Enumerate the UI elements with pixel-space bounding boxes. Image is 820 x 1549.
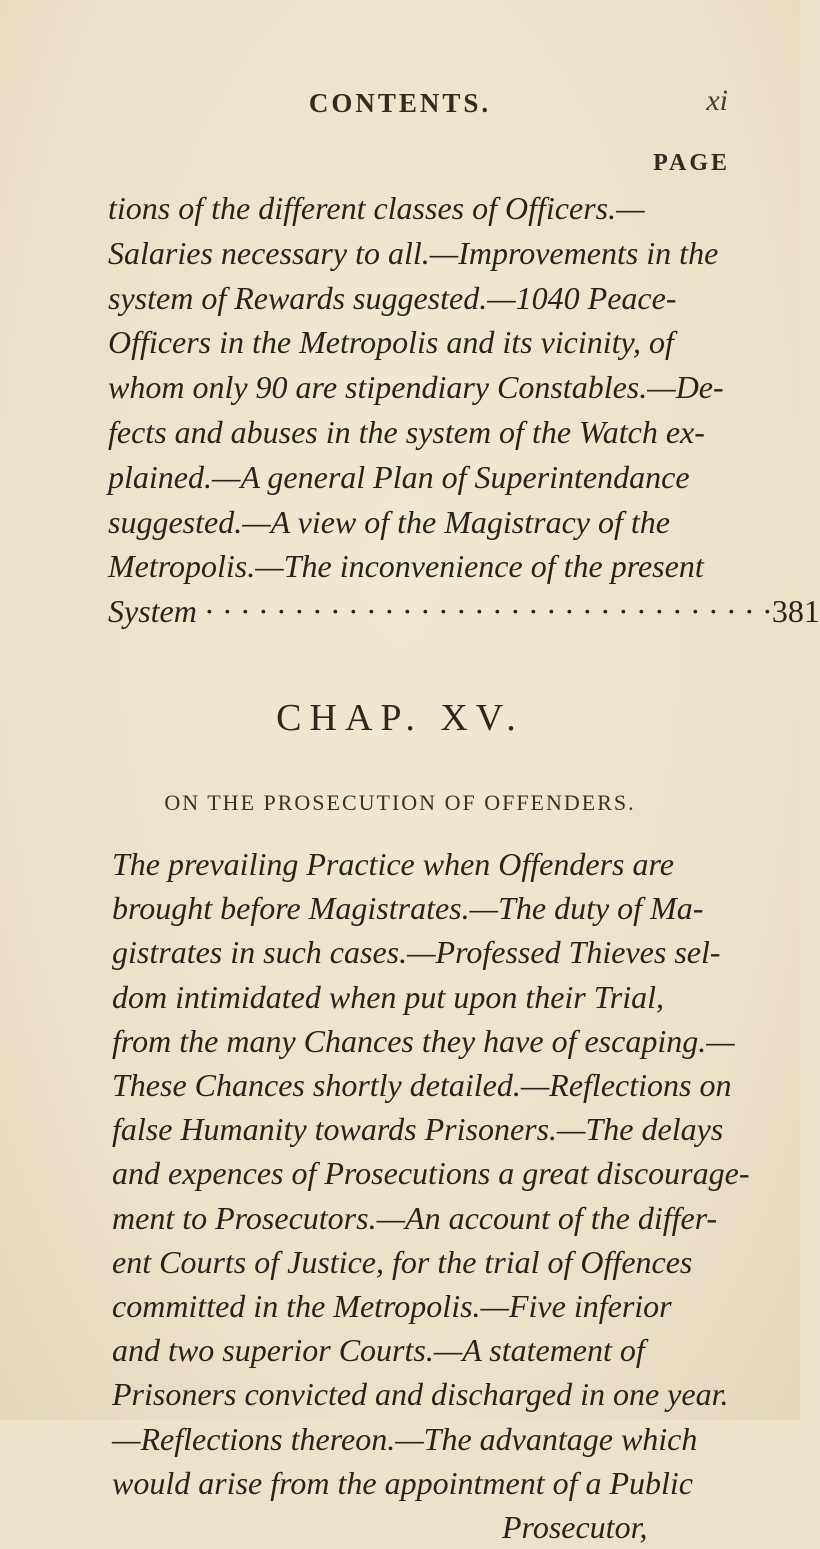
summary-line: from the many Chances they have of escaping.—: [112, 1022, 735, 1059]
summary-line: ment to Prosecutors.—An account of the differ-: [112, 1199, 718, 1236]
summary-line: committed in the Metropolis.—Five inferior: [112, 1288, 672, 1325]
leader-dots: · · · · · · · · · · · · · · · · · · · · · · · · · · · · · · · ·: [204, 593, 772, 630]
running-title: CONTENTS.: [308, 88, 492, 118]
entry-line: Metropolis.—The inconvenience of the present: [108, 548, 704, 585]
summary-line: would arise from the appointment of a Public: [112, 1464, 693, 1501]
summary-line: and two superior Courts.—A statement of: [112, 1332, 645, 1369]
summary-line: —Reflections thereon.—The advantage which: [112, 1420, 698, 1457]
entry-last-line: [108, 589, 820, 634]
summary-line: The prevailing Practice when Offenders are: [112, 846, 674, 882]
entry-line: Salaries necessary to all.—Improvements in the: [108, 234, 719, 271]
summary-line: gistrates in such cases.—Professed Thieves sel-: [112, 934, 721, 971]
summary-line: false Humanity towards Prisoners.—The delays: [112, 1111, 724, 1148]
folio-number: xi: [706, 84, 728, 117]
chapter-subtitle: ON THE PROSECUTION OF OFFENDERS.: [164, 790, 636, 815]
summary-line: dom intimidated when put upon their Trial,: [112, 978, 665, 1015]
summary-line: and expences of Prosecutions a great discourage-: [112, 1155, 750, 1192]
summary-catchword-line: Prosecutor,: [502, 1509, 648, 1546]
chapter-heading: CHAP. XV.: [276, 697, 524, 739]
contents-entry: [108, 186, 820, 634]
page-header: [0, 84, 800, 128]
summary-line: ent Courts of Justice, for the trial of Offences: [112, 1243, 693, 1280]
entry-line: system of Rewards suggested.—1040 Peace-: [108, 279, 677, 316]
summary-line: Prisoners convicted and discharged in one year.: [112, 1376, 729, 1413]
chapter-summary: [112, 842, 750, 1549]
entry-line: plained.—A general Plan of Superintendance: [108, 458, 690, 495]
entry-line: suggested.—A view of the Magistracy of the: [108, 503, 670, 540]
entry-line: whom only 90 are stipendiary Constables.—De-: [108, 369, 724, 406]
entry-page-number: 381: [771, 593, 820, 630]
page-column-label: PAGE: [653, 150, 730, 176]
summary-line: These Chances shortly detailed.—Reflections on: [112, 1067, 732, 1104]
entry-last-line-text: System: [108, 593, 197, 630]
entry-line: Officers in the Metropolis and its vicinity, of: [108, 324, 674, 361]
entry-line: tions of the different classes of Officers.—: [108, 190, 645, 226]
entry-line: fects and abuses in the system of the Watch ex-: [108, 413, 705, 450]
summary-line: brought before Magistrates.—The duty of Ma-: [112, 890, 704, 927]
